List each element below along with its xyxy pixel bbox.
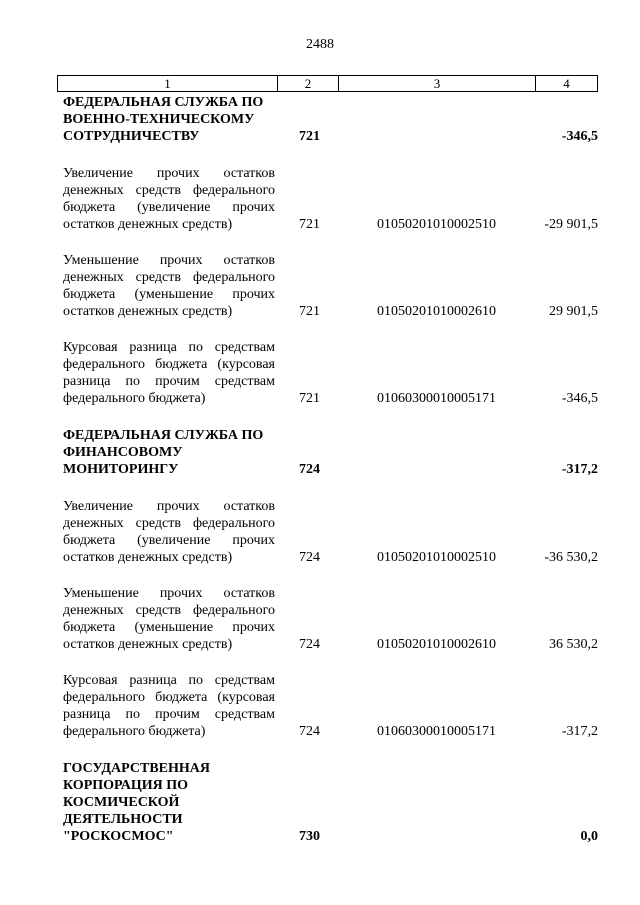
column-header-4: 4: [563, 76, 570, 91]
amount: -29 901,5: [544, 217, 598, 232]
table-header: [57, 75, 598, 92]
budget-code: 01050201010002510: [377, 217, 496, 232]
table-row: [63, 339, 598, 407]
admin-code: 730: [299, 829, 320, 844]
amount: -346,5: [561, 129, 598, 144]
amount: -346,5: [561, 391, 598, 406]
column-header-1: 1: [58, 76, 278, 91]
org-name: ФЕДЕРАЛЬНАЯ СЛУЖБА ПО ФИНАНСОВОМУ МОНИТОРИНГУ: [63, 428, 264, 477]
amount: -317,2: [561, 462, 598, 477]
admin-code: 724: [299, 550, 320, 565]
table-row: [63, 672, 598, 740]
admin-code: 721: [299, 304, 320, 319]
item-name: Уменьшение прочих остатков денежных средств федерального бюджета (уменьшение прочих остатков денежных средств): [63, 586, 275, 652]
budget-code: 01050201010002610: [377, 304, 496, 319]
admin-code: 721: [299, 129, 320, 144]
table-body: [63, 94, 598, 845]
table-row: [63, 585, 598, 653]
budget-code: 01060300010005171: [377, 391, 496, 406]
admin-code: 724: [299, 724, 320, 739]
amount: 0,0: [580, 829, 598, 844]
table-row-org: [63, 760, 598, 845]
item-name: Увеличение прочих остатков денежных средств федерального бюджета (увеличение прочих остатков денежных средств): [63, 499, 275, 565]
item-name: Курсовая разница по средствам федерального бюджета (курсовая разница по прочим средствам федерального бюджета): [63, 673, 275, 739]
org-name: ФЕДЕРАЛЬНАЯ СЛУЖБА ПО ВОЕННО-ТЕХНИЧЕСКОМУ СОТРУДНИЧЕСТВУ: [63, 95, 264, 144]
table-row-org: [63, 427, 598, 478]
org-name: ГОСУДАРСТВЕННАЯ КОРПОРАЦИЯ ПО КОСМИЧЕСКОЙ ДЕЯТЕЛЬНОСТИ "РОСКОСМОС": [63, 761, 210, 844]
budget-code: 01050201010002510: [377, 550, 496, 565]
item-name: Увеличение прочих остатков денежных средств федерального бюджета (увеличение прочих остатков денежных средств): [63, 166, 275, 232]
budget-code: 01050201010002610: [377, 637, 496, 652]
column-header-3: 3: [339, 76, 536, 91]
admin-code: 724: [299, 637, 320, 652]
budget-code: 01060300010005171: [377, 724, 496, 739]
table-row: [63, 252, 598, 320]
amount: -36 530,2: [544, 550, 598, 565]
table-row: [63, 498, 598, 566]
admin-code: 721: [299, 217, 320, 232]
admin-code: 721: [299, 391, 320, 406]
admin-code: 724: [299, 462, 320, 477]
amount: 29 901,5: [549, 304, 598, 319]
page-number: 2488: [306, 37, 334, 52]
table-row: [63, 165, 598, 233]
item-name: Курсовая разница по средствам федерального бюджета (курсовая разница по прочим средствам федерального бюджета): [63, 340, 275, 406]
table-row-org: [63, 94, 598, 145]
amount: 36 530,2: [549, 637, 598, 652]
amount: -317,2: [561, 724, 598, 739]
item-name: Уменьшение прочих остатков денежных средств федерального бюджета (уменьшение прочих остатков денежных средств): [63, 253, 275, 319]
column-header-2: 2: [278, 76, 339, 91]
